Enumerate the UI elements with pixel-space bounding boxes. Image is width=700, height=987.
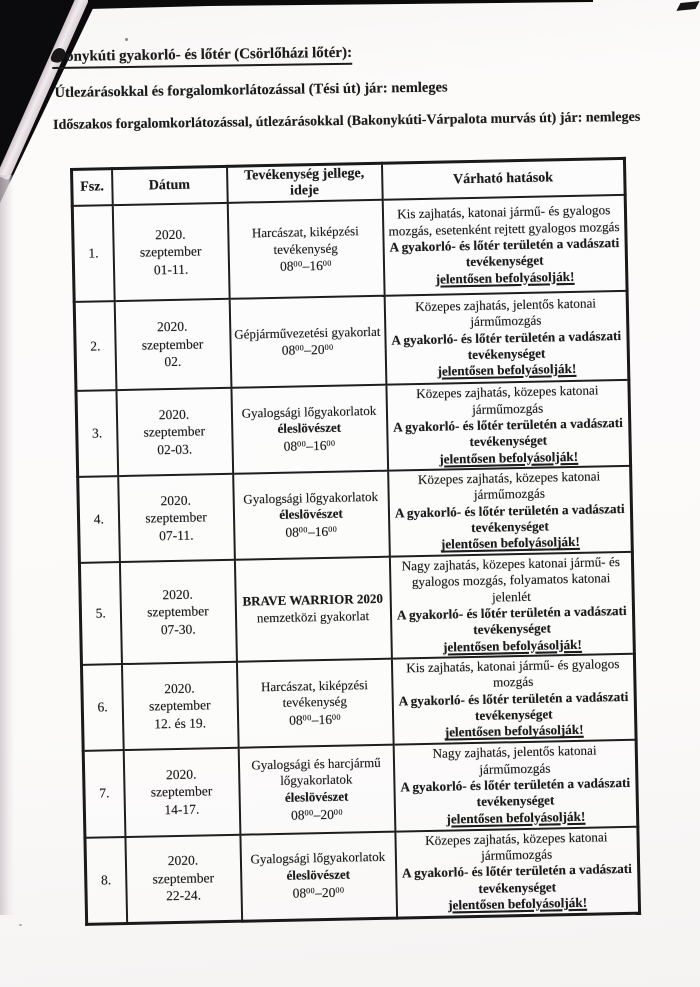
impact-warning: [396, 689, 631, 743]
cell-activity: [234, 556, 391, 661]
cell-expected-impact: [395, 826, 640, 917]
document-header: [52, 39, 692, 133]
cell-serial: 3.: [76, 390, 118, 477]
date-line: szeptember: [139, 243, 202, 261]
cell-activity: [238, 744, 395, 834]
table-row: [78, 466, 633, 563]
time-from: 08: [292, 885, 307, 901]
impact-warning: [400, 861, 635, 915]
impact-warning-underlined: jelentősen befolyásolják!: [444, 722, 584, 740]
date-line: 01-11.: [153, 261, 189, 278]
cell-expected-impact: [389, 552, 634, 659]
road-closure-statement: Útlezárásokkal és forgalomkorlátozással (Tési út) jár: nemleges: [54, 79, 448, 101]
time-separator: –: [302, 258, 310, 274]
impact-warning-text: A gyakorló- és lőtér területén a vadászati tevékenységet: [389, 234, 620, 270]
time-to-minutes: 00: [326, 438, 336, 448]
activity-line: Gyalogsági lőgyakorlatok: [243, 488, 379, 507]
cell-serial: 1.: [72, 205, 114, 302]
time-to-minutes: 00: [322, 258, 333, 269]
cell-activity: [227, 200, 384, 299]
time-from-minutes: 00: [295, 343, 305, 353]
schedule-table: [70, 157, 641, 926]
activity-time: [236, 436, 383, 456]
activity-time: [232, 256, 379, 276]
time-from-minutes: 00: [304, 807, 314, 817]
time-to-minutes: 00: [333, 807, 344, 817]
impact-warning: [398, 775, 633, 829]
impact-warning-text: A gyakorló- és lőtér területén a vadászati tevékenységet: [391, 327, 622, 362]
time-to: 16: [314, 523, 329, 540]
table-row: [83, 739, 638, 837]
time-from: 08: [281, 342, 296, 359]
cell-activity: [233, 471, 390, 560]
impact-warning-underlined: jelentősen befolyásolják!: [442, 636, 582, 655]
impact-description: Nagy zajhatás, jelentős katonai járműmozgás: [432, 742, 597, 777]
cell-date: [121, 662, 238, 750]
scanner-edge-strip: [88, 0, 593, 9]
date-line: 02-03.: [157, 441, 193, 458]
activity-time: [245, 882, 392, 902]
time-from: 08: [283, 438, 298, 454]
table-row: [74, 291, 629, 391]
time-to-minutes: 00: [324, 343, 334, 353]
scan-speck: [19, 924, 22, 926]
impact-warning-text: A gyakorló- és lőtér területén a vadászati tevékenységet: [401, 861, 632, 896]
impact-warning-underlined: jelentősen befolyásolják!: [435, 268, 575, 287]
impact-warning-text: A gyakorló- és lőtér területén a vadászati tevékenységet: [398, 688, 629, 723]
top-right-scan-mark: [676, 1, 699, 11]
impact-warning: [389, 327, 624, 381]
time-separator: –: [311, 711, 319, 728]
cell-expected-impact: [393, 739, 638, 831]
date-line: szeptember: [145, 509, 207, 526]
schedule-table-body: [72, 195, 639, 924]
activity-line: nemzetközi gyakorlat: [256, 607, 370, 626]
date-line: 12. és 19.: [154, 714, 207, 732]
table-row: [81, 654, 636, 751]
time-separator: –: [313, 806, 321, 822]
date-line: 2020.: [164, 680, 195, 696]
impact-warning-underlined: jelentősen befolyásolják!: [437, 361, 577, 379]
date-line: 2020.: [160, 492, 192, 508]
activity-line: éleslövészet: [279, 505, 343, 523]
date-line: 2020.: [158, 406, 190, 423]
cell-activity: [229, 296, 386, 388]
time-to: 16: [318, 711, 333, 727]
cell-activity: [240, 831, 397, 920]
left-edge-shadow: [0, 175, 14, 915]
time-separator: –: [306, 438, 314, 454]
impact-description: Kis zajhatás, katonai jármű- és gyalogos mozgás, esetenként rejtett gyalogos mozgás: [388, 202, 620, 239]
impact-warning: [387, 235, 622, 289]
cell-expected-impact: [391, 654, 636, 745]
date-line: 2020.: [165, 766, 197, 783]
date-line: 2020.: [156, 319, 188, 335]
impact-warning: [392, 501, 627, 555]
impact-warning-text: A gyakorló- és lőtér területén a vadászati tevékenységet: [394, 500, 625, 536]
activity-line: éleslövészet: [277, 420, 342, 437]
cell-date: [114, 299, 231, 390]
time-to-minutes: 00: [335, 885, 345, 895]
cell-expected-impact: [386, 380, 631, 471]
time-to: 16: [309, 258, 324, 274]
cell-date: [118, 474, 235, 562]
time-from: 08: [285, 524, 300, 540]
cell-date: [119, 560, 236, 664]
time-from-minutes: 00: [297, 439, 307, 449]
page-title-text: onykúti gyakorló- és lőtér (Csörlőházi lőtér):: [66, 44, 353, 65]
impact-warning-text: A gyakorló- és lőtér területén a vadászati tevékenységet: [396, 602, 627, 638]
activity-line: éleslövészet: [284, 788, 349, 805]
impact-warning-underlined: jelentősen befolyásolják!: [439, 448, 579, 467]
date-line: 2020.: [155, 226, 186, 243]
impact-warning-underlined: jelentősen befolyásolják!: [448, 894, 588, 913]
time-to: 20: [321, 884, 336, 900]
date-line: 22-24.: [166, 887, 202, 904]
cell-expected-impact: [382, 195, 627, 296]
cell-serial: 4.: [78, 476, 120, 563]
activity-line: Harcászat, kiképzési tevékenység: [251, 223, 359, 257]
date-line: szeptember: [147, 603, 209, 620]
date-line: 2020.: [162, 586, 193, 602]
time-from: 08: [279, 258, 294, 274]
impact-description: Közepes zajhatás, közepes katonai járműmozgás: [417, 468, 601, 503]
date-line: szeptember: [143, 423, 206, 440]
time-separator: –: [304, 342, 312, 358]
column-header: Dátum: [112, 166, 228, 205]
activity-line: Gyalogsági lőgyakorlatok: [241, 402, 377, 421]
impact-warning: [391, 415, 626, 469]
impact-warning-underlined: jelentősen befolyásolják!: [440, 534, 580, 553]
impact-description: Nagy zajhatás, közepes katonai jármű- és gyalogos mozgás, folyamatos katonai jelenlét: [401, 553, 621, 605]
cell-date: [123, 747, 240, 836]
activity-line: éleslövészet: [286, 866, 351, 883]
date-line: szeptember: [148, 697, 211, 714]
time-from-minutes: 00: [298, 525, 309, 535]
cell-expected-impact: [388, 466, 633, 557]
activity-line: Harcászat, kiképzési tevékenység: [260, 676, 368, 711]
time-to: 16: [312, 437, 327, 454]
activity-time: [234, 340, 381, 360]
cell-activity: [231, 385, 388, 474]
date-line: szeptember: [141, 336, 204, 353]
impact-warning-text: A gyakorló- és lőtér területén a vadászati tevékenységet: [392, 414, 623, 450]
cell-activity: [236, 659, 393, 748]
time-from: 08: [289, 712, 303, 728]
table-row: [79, 552, 634, 665]
time-separator: –: [307, 524, 315, 540]
time-to-minutes: 00: [328, 524, 338, 534]
cell-serial: 2.: [74, 301, 116, 391]
date-line: 02.: [164, 354, 182, 370]
activity-line: Gépjárművezetési gyakorlat: [234, 323, 381, 342]
impact-description: Közepes zajhatás, közepes katonai járműmozgás: [424, 829, 608, 863]
activity-time: [241, 710, 388, 730]
cell-date: [112, 203, 229, 301]
impact-description: Kis zajhatás, katonai jármű- és gyalogos mozgás: [406, 656, 620, 690]
date-line: 07-30.: [160, 621, 196, 637]
table-row: [85, 826, 640, 923]
date-line: 14-17.: [164, 801, 200, 818]
column-header: Fsz.: [72, 169, 113, 206]
impact-description: Közepes zajhatás, jelentős katonai járműmozgás: [414, 295, 597, 330]
scan-speck: [125, 38, 128, 41]
activity-line: BRAVE WARRIOR 2020: [242, 591, 384, 609]
impact-warning: [394, 603, 629, 657]
time-from: 08: [290, 806, 305, 823]
date-line: szeptember: [152, 870, 215, 887]
column-header: Várható hatások: [381, 158, 625, 200]
date-line: szeptember: [150, 783, 213, 800]
cell-serial: 7.: [83, 750, 125, 838]
time-from-minutes: 00: [293, 259, 303, 269]
cell-serial: 6.: [81, 664, 123, 751]
time-to: 20: [310, 342, 325, 358]
time-from-minutes: 00: [302, 713, 312, 723]
date-line: 07-11.: [159, 527, 194, 543]
time-to: 20: [320, 806, 335, 822]
cell-serial: 8.: [85, 837, 127, 924]
periodic-closure-statement: Időszakos forgalomkorlátozással, útlezárásokkal (Bakonykúti-Várpalota murvás út) jár: nemleges: [52, 109, 641, 133]
date-line: 2020.: [167, 852, 199, 869]
table-row: [76, 380, 631, 477]
impact-description: Közepes zajhatás, közepes katonai járműmozgás: [416, 382, 599, 417]
time-from-minutes: 00: [305, 885, 316, 895]
cell-date: [116, 388, 233, 476]
page-title: [52, 44, 352, 69]
cell-date: [125, 834, 242, 923]
column-header: Tevékenység jellege, ideje: [226, 163, 382, 203]
time-separator: –: [315, 884, 323, 900]
activity-line: Gyalogsági lőgyakorlatok: [250, 849, 386, 867]
table-row: [72, 195, 627, 302]
time-to-minutes: 00: [331, 712, 342, 722]
impact-warning-underlined: jelentősen befolyásolják!: [446, 808, 586, 827]
impact-warning-text: A gyakorló- és lőtér területén a vadászati tevékenységet: [400, 774, 631, 810]
cell-serial: 5.: [79, 562, 121, 665]
cell-expected-impact: [384, 291, 629, 385]
activity-time: [243, 804, 390, 824]
activity-time: [238, 522, 385, 542]
activity-line: Gyalogsági és harcjármű lőgyakorlatok: [251, 754, 381, 789]
